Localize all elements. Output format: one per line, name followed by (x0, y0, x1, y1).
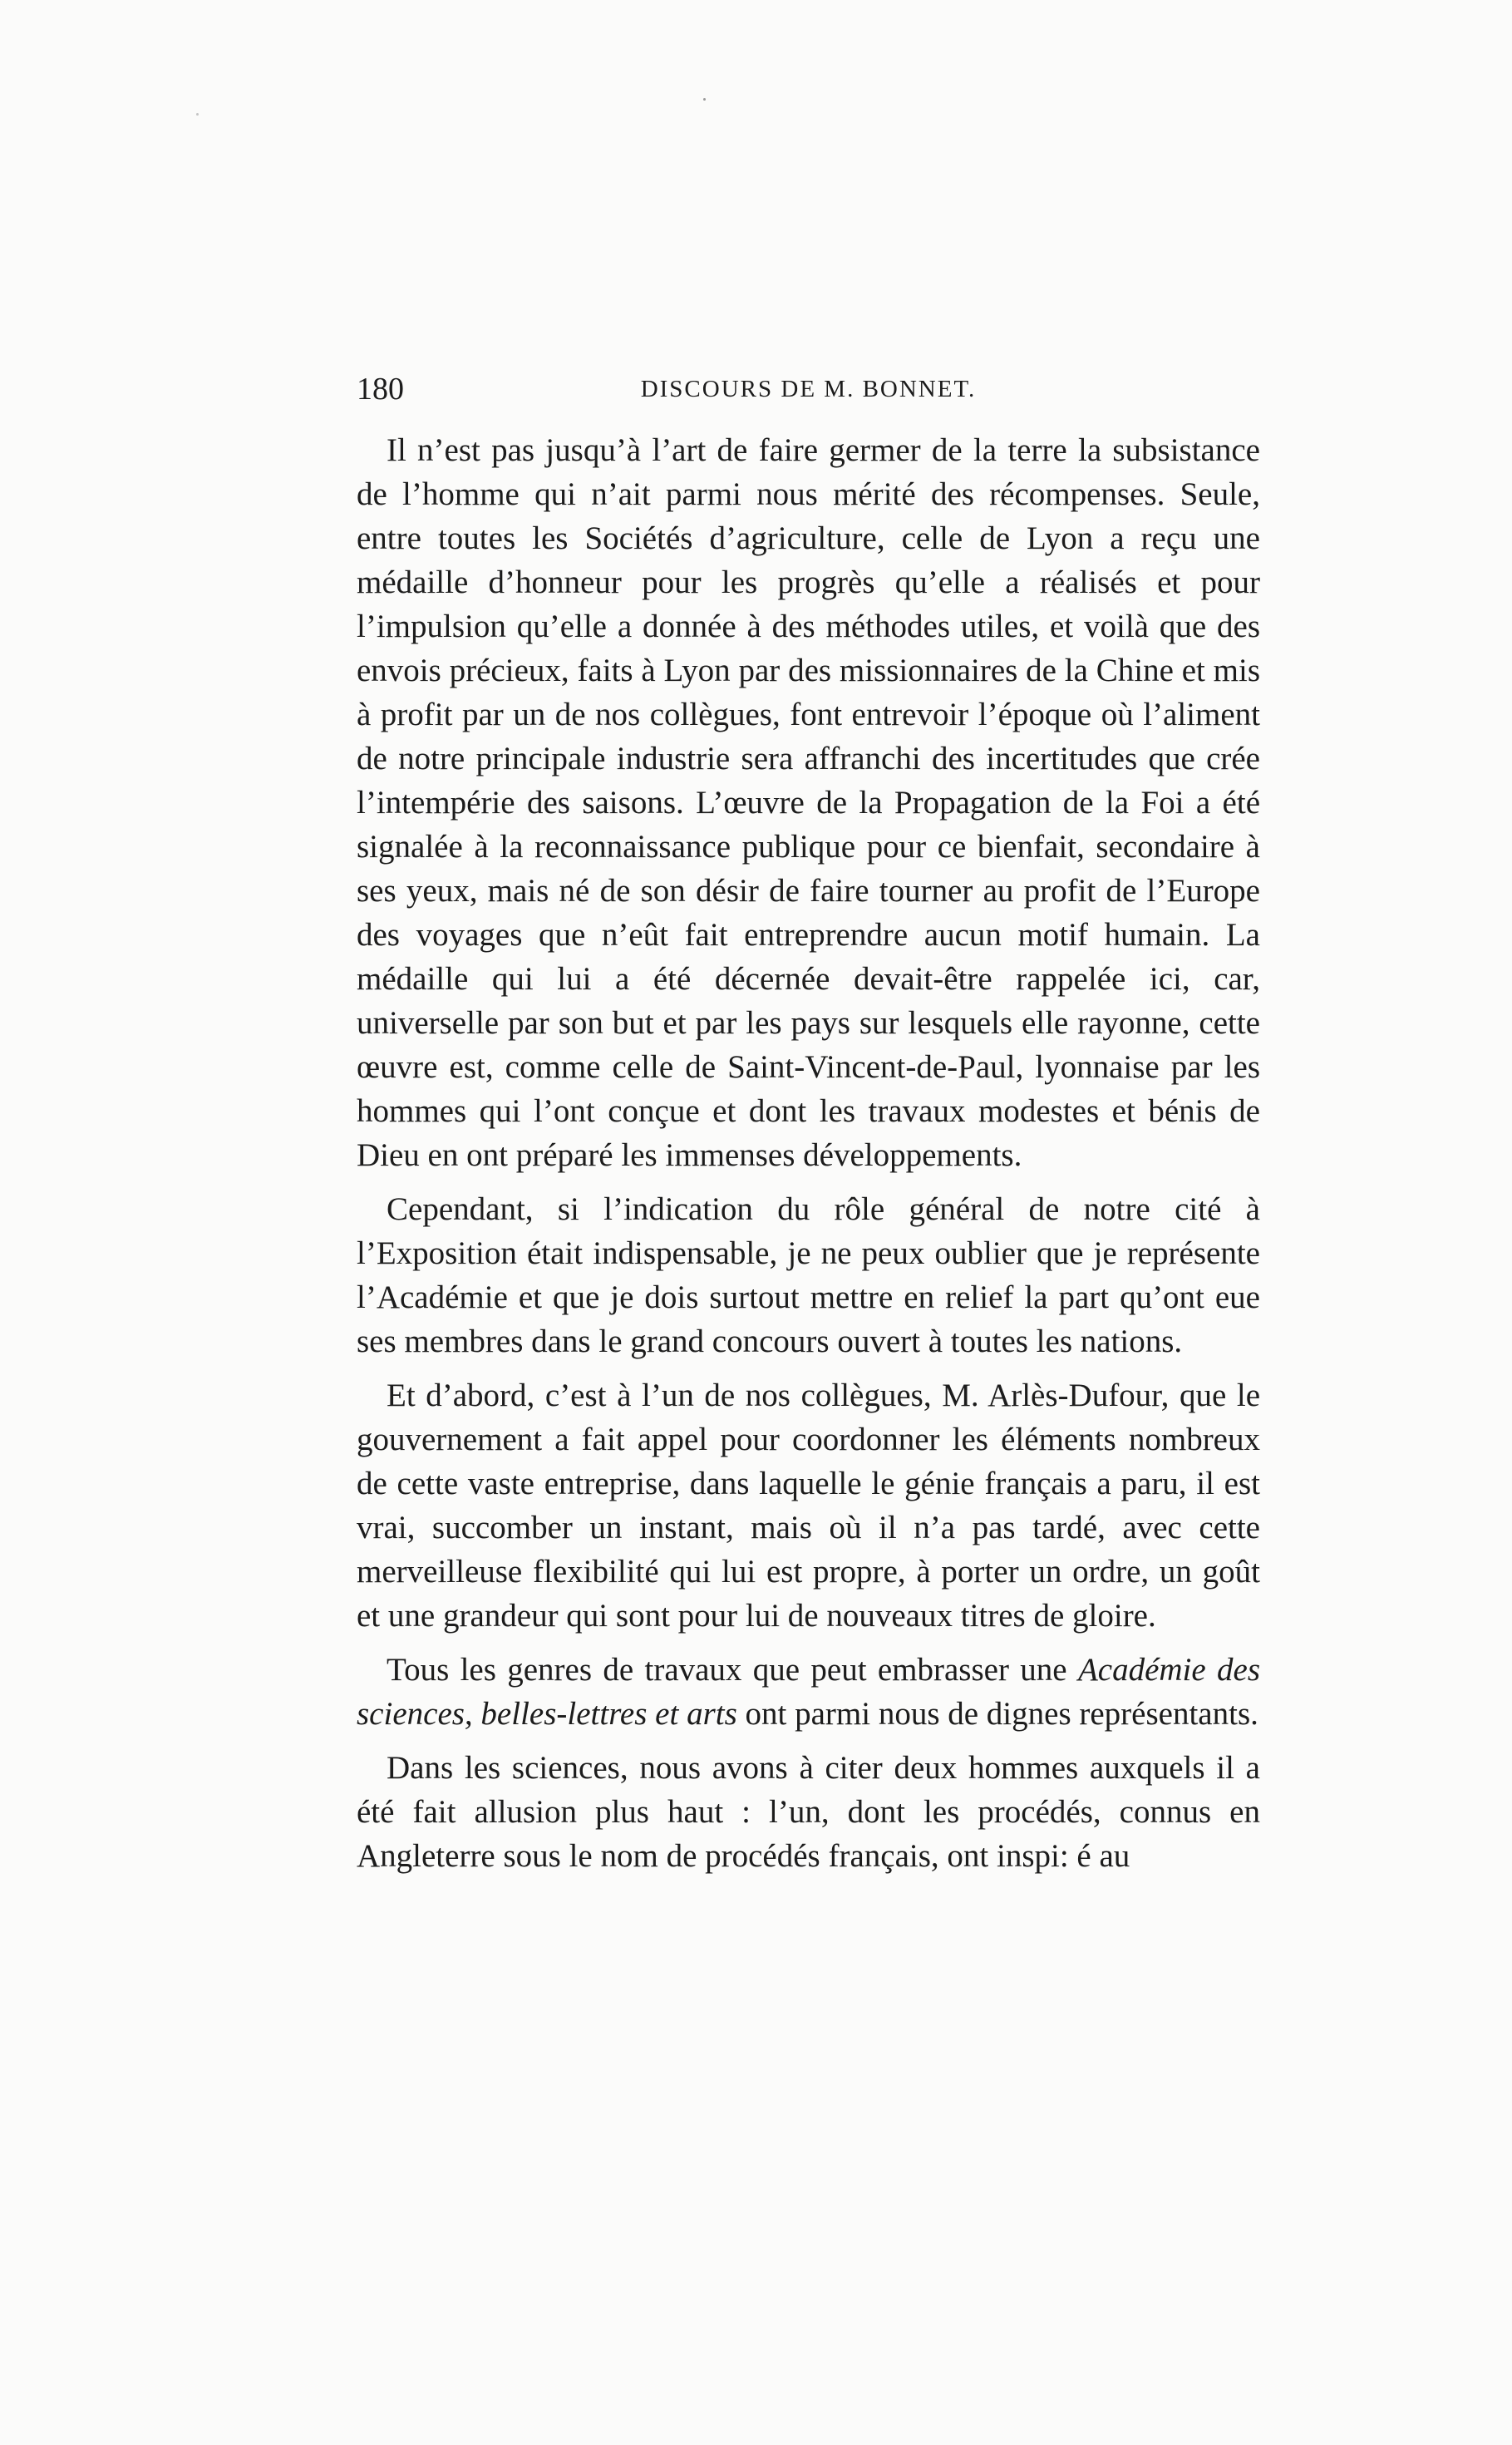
paragraph-4-text-end: ont parmi nous de dignes représentants. (736, 1696, 1258, 1732)
paragraph-1 (357, 428, 1260, 1177)
paper-speck (703, 98, 706, 101)
paragraph-1-text: Il n’est pas jusqu’à l’art de faire germer de la terre la subsistance de l’homme qui n’ait parmi nous mérité des récompenses. Seule, entre toutes les Sociétés d’agriculture, celle de Lyon a reçu une médaille d’honneur pour les progrès qu’elle a réalisés et pour l’impulsion qu’elle a donnée à des méthodes utiles, et voilà que des envois précieux, faits à Lyon par des missionnaires de la Chine et mis à profit par un de nos collègues, font entrevoir l’époque où l’aliment de notre principale industrie sera affranchi des incertitudes que crée l’intempérie des saisons. L’œuvre de la Propagation de la Foi a été signalée à la reconnaissance publique pour ce bienfait, secondaire à ses yeux, mais né de son désir de faire tourner au profit de l’Europe des voyages que n’eût fait entreprendre aucun motif humain. La médaille qui lui a été décernée devait-être rappelée ici, car, universelle par son but et par les pays sur lesquels elle rayonne, cette œuvre est, comme celle de Saint-Vincent-de-Paul, lyonnaise par les hommes qui l’ont conçue et dont les travaux modestes et bénis de Dieu en ont préparé les immenses développements. (357, 432, 1260, 1173)
paragraph-3 (357, 1373, 1260, 1638)
paragraph-3-text: Et d’abord, c’est à l’un de nos collègues, M. Arlès-Dufour, que le gouvernement a fait appel pour coordonner les éléments nombreux de cette vaste entreprise, dans laquelle le génie français a paru, il est vrai, succomber un instant, mais où il n’a pas tardé, avec cette merveilleuse flexibilité qui lui est propre, à porter un ordre, un goût et une grandeur qui sont pour lui de nouveaux titres de gloire. (357, 1378, 1260, 1634)
page-header (357, 364, 1260, 414)
paragraph-4-text-start: Tous les genres de travaux que peut embrasser une (387, 1652, 1078, 1688)
paragraph-4-italic-title: Académie des sciences, belles-lettres et arts (357, 1652, 1261, 1732)
paragraph-2 (357, 1187, 1260, 1363)
body-text (357, 428, 1260, 1888)
paragraph-5 (357, 1746, 1260, 1878)
paragraph-4 (357, 1648, 1260, 1736)
paragraph-2-text: Cependant, si l’indication du rôle général de notre cité à l’Exposition était indispensable, je ne peux oublier que je représente l’Académie et que je dois surtout mettre en relief la part qu’ont eue ses membres dans le grand concours ouvert à toutes les nations. (357, 1191, 1260, 1359)
running-title: DISCOURS DE M. BONNET. (640, 376, 977, 402)
paragraph-5-text: Dans les sciences, nous avons à citer deux hommes auxquels il a été fait allusion plus haut : l’un, dont les procédés, connus en Angleterre sous le nom de procédés français, ont inspi: é au (357, 1750, 1260, 1874)
paper-speck (196, 113, 199, 116)
page-number: 180 (357, 372, 404, 407)
